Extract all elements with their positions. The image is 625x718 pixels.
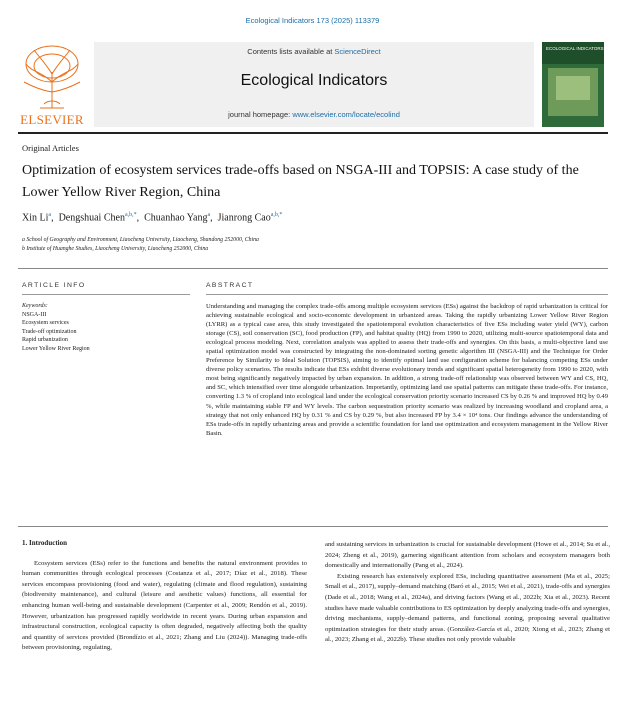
header-divider <box>18 268 608 269</box>
author-affiliation-mark[interactable]: a <box>207 212 211 218</box>
article-info-rule <box>22 294 190 295</box>
abstract-heading: ABSTRACT <box>206 282 254 289</box>
masthead-banner <box>94 42 534 127</box>
affiliation: a School of Geography and Environment, Liaocheng University, Liaocheng, Shandong 252000, China <box>22 237 259 243</box>
masthead-rule <box>18 132 608 134</box>
body-paragraph: and sustaining services in urbanization is crucial for sustainable development (Howe et al., 2014; Su et al., 2024; Zheng et al., 2019), garnering significant attention from scholars and ecosystem managers both domestically and internationally (Pang et al., 2024). <box>325 541 610 570</box>
author-name[interactable]: Dengshuai Chen <box>58 212 125 224</box>
homepage-prefix: journal homepage: <box>228 110 293 119</box>
keywords-block <box>22 302 90 354</box>
keyword: Trade-off optimization <box>22 328 77 335</box>
publisher-logo-text: ELSEVIER <box>20 112 84 127</box>
abstract-divider <box>18 526 608 527</box>
section-heading: 1. Introduction <box>22 539 67 547</box>
article-title: Optimization of ecosystem services trade-offs based on NSGA-III and TOPSIS: A case study of the Lower Yellow River Region, China <box>22 163 579 200</box>
homepage-line <box>94 110 534 119</box>
author-affiliation-mark[interactable]: a,b,* <box>124 212 137 218</box>
author-name[interactable]: Xin Li <box>22 212 49 224</box>
body-column-right <box>325 540 610 646</box>
contents-line <box>94 47 534 56</box>
affiliation: b Institute of Huanghe Studies, Liaocheng University, Liaocheng 252000, China <box>22 246 209 252</box>
journal-masthead <box>18 42 608 130</box>
author-name[interactable]: Chuanhao Yang <box>144 212 208 224</box>
running-header[interactable]: Ecological Indicators 173 (2025) 113379 <box>245 16 380 25</box>
keyword: Ecosystem services <box>22 320 69 327</box>
article-info-heading: ARTICLE INFO <box>22 282 86 289</box>
tree-emblem-icon <box>18 42 86 112</box>
author-affiliation-mark[interactable]: a,b,* <box>270 212 283 218</box>
author-affiliation-mark[interactable]: a <box>48 212 52 218</box>
body-paragraph: Existing research has extensively explored ESs, including quantitative assessment (Ma et al., 2025; Small et al., 2017), supply–demand matching (Baró et al., 2015; Wei et al., 2021), trade-offs and synergies (Dade et al., 2018; Wang et al., 2024a), and driving factors (Wang et al., 2022b; Xia et al., 2023). Recent studies have made valuable contributions to ES optimization by deeply analyzing trade-offs and synergies, driving mechanisms, supply–demand patterns, and functional zoning, proposing several qualitative optimization strategies for their study areas. (González-García et al., 2020; Xiong et al., 2023; Zhang et al., 2023; Zhang et al., 2022b). These studies not only provide valuable <box>325 572 611 644</box>
section-type: Original Articles <box>22 143 79 153</box>
journal-cover-thumbnail[interactable] <box>542 42 604 127</box>
keywords-label: Keywords: <box>22 303 48 309</box>
body-column-left <box>22 538 307 654</box>
keyword: Lower Yellow River Region <box>22 345 90 352</box>
cover-title: ECOLOGICAL INDICATORS <box>546 46 604 51</box>
keyword: NSGA-III <box>22 311 47 318</box>
keyword: Rapid urbanization <box>22 337 68 344</box>
sciencedirect-link[interactable]: ScienceDirect <box>334 47 381 56</box>
abstract-text: Understanding and managing the complex trade-offs among multiple ecosystem services (ESs) against the backdrop of rapid urbanization is critical for achieving sustainable ecological and socio-economic development in urbanized areas. Taking the rapidly urbanizing Lower Yellow River Region (LYRR) as a typical case area, this study investigated the spatiotemporal evolution characteristics of five ESs including water yield (WY), carbon storage (CS), soil conservation (SC), food production (FP), and habitat quality (HQ) from 1990 to 2020, utilizing multi-source spatiotemporal data and ecological process modeling. Next, correlation analysis was applied to assess their trade-offs and synergies. On this basis, a multi-objective land use spatial optimization model was constructed by integrating the non-dominated sorting genetic algorithm III (NSGA-III) and the Technique for Order Preference by Similarity to Ideal Solution (TOPSIS), aiming to identify optimal land use configuration scheme for balancing competing ESs under diverse policy scenarios. The results indicate that ESs exhibit diverse evolutionary trends and significant spatial heterogeneity from 1990 to 2020, with most being significantly negatively impacted by urban expansion. In addition, a strong trade-off relationship was observed between WY and CS, HQ, and SC, which intensified over time alongside urbanization. Importantly, optimizing land use spatial patterns can mitigate these trade-offs. For instance, converting 1.3 % of cropland into ecological land under the ecological conservation priority scenario increased CS by 0.26 % and improved HQ by 0.49 %, while maintaining stable FP and WY levels. The carbon sequestration priority scenario was realized by increasing woodland and cropland area, a strategy that not only enhanced HQ by 0.31 % and CS by 0.29 %, but also increased FP by 3.4 × 10⁴ tons. Our findings advance the understanding of ESs trade-offs in rapidly urbanizing areas and provide a scientific foundation for land use optimization and ecosystem management in the Yellow River Basin. <box>206 303 608 437</box>
elsevier-logo[interactable] <box>18 42 86 130</box>
journal-title: Ecological Indicators <box>240 72 388 89</box>
cover-image-detail <box>556 76 590 100</box>
contents-prefix: Contents lists available at <box>247 47 335 56</box>
author-name[interactable]: Jianrong Cao <box>217 212 271 224</box>
homepage-link[interactable]: www.elsevier.com/locate/ecolind <box>292 110 400 119</box>
author-list: Xin Li$^a$, Dengshuai Chen$^{a,b,*}$, Chuanhao Yang$^a$, Jianrong Cao$^{a,b,*}$ <box>22 212 283 224</box>
abstract-rule <box>206 294 608 295</box>
body-paragraph: Ecosystem services (ESs) refer to the functions and benefits the natural environment provides to human communities through ecological processes (Costanza et al., 2017; Díaz et al., 2018). These services encompass provisioning (food and water), regulating (climate and flood regulation), sustaining (biodiversity maintenance), and cultural (leisure and aesthetic values) functions, all essential for enhancing human well-being and sustainable development (Carpenter et al., 2009; Rendón et al., 2019). However, urbanization has progressed rapidly worldwide in recent years. During urban expansion and infrastructural construction, ecological capacity is often degraded, negatively affecting both the quality and quantity of services provided (Brondízio et al., 2021; Zhang and Liu (2024)). Managing trade-offs between provisioning, regulating, <box>22 559 307 652</box>
